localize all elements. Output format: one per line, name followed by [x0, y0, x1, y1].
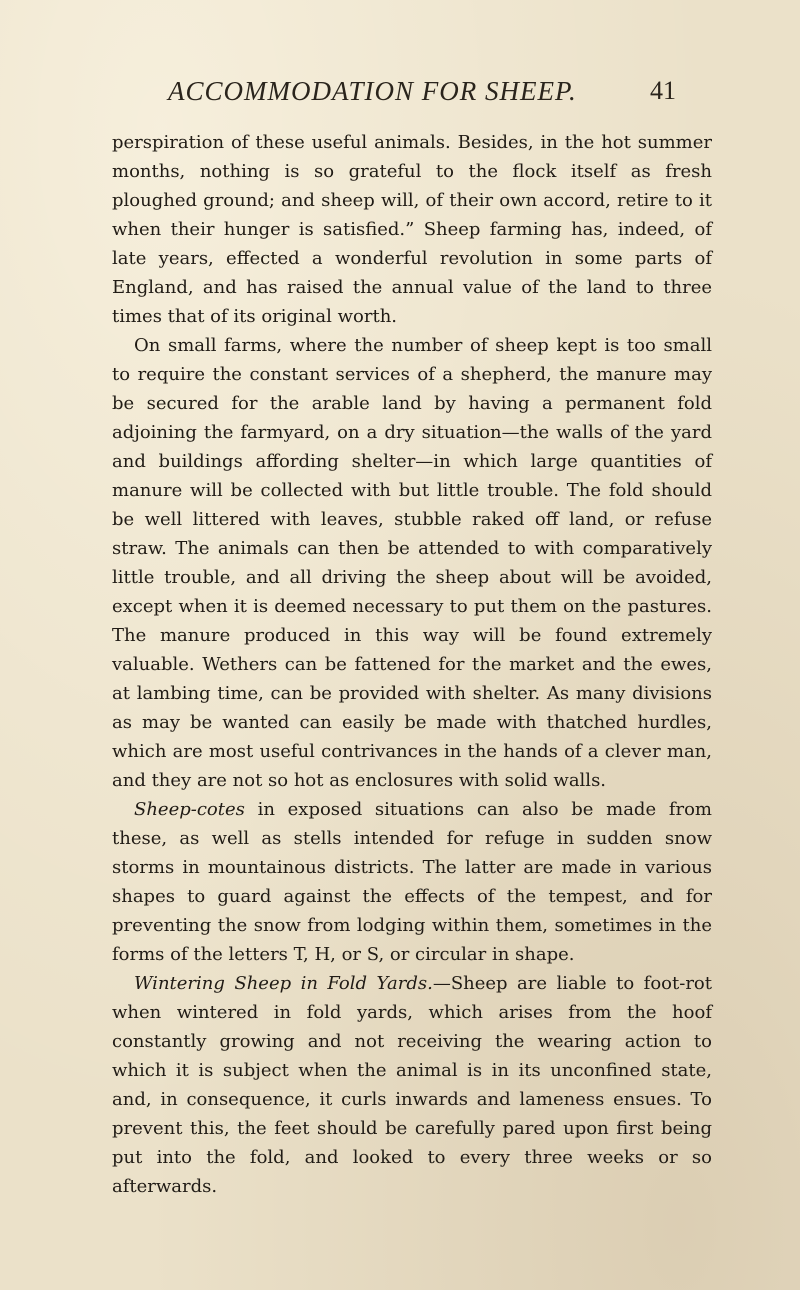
paragraph-3-lead: Sheep-cotes: [134, 799, 245, 820]
paragraph-1: [112, 128, 712, 331]
paragraph-4-lead: Wintering Sheep in Fold Yards.: [134, 973, 433, 994]
paragraph-1-text: perspiration of these useful animals. Besides, in the hot summer months, nothing is so grateful to the flock itself as fresh ploughed ground; and sheep will, of their own accord, retire to it when their hunger is satisfied.” Sheep farming has, indeed, of late years, effected a wonderful revolution in some parts of England, and has raised the annual value of the land to three times that of its original worth.: [112, 132, 712, 327]
body-text: [112, 128, 712, 1201]
paragraph-4: [112, 969, 712, 1201]
paragraph-4-text: —Sheep are liable to foot-rot when wintered in fold yards, which arises from the hoof constantly growing and not receiving the wearing action to which it is subject when the animal is in its unconfined state, and, in consequence, it curls inwards and lameness ensues. To prevent this, the feet should be carefully pared upon first being put into the fold, and looked to every three weeks or so afterwards.: [112, 973, 713, 1197]
running-head: [0, 76, 800, 116]
paragraph-2: [112, 331, 712, 795]
page-number: 41: [650, 76, 676, 105]
paragraph-3: [112, 795, 712, 969]
paragraph-3-text: in exposed situations can also be made from these, as well as stells intended for refuge in sudden snow storms in mountainous districts. The latter are made in various shapes to guard against the effects of the tempest, and for preventing the snow from lodging within them, sometimes in the forms of the letters T, H, or S, or circular in shape.: [112, 799, 712, 965]
running-title: ACCOMMODATION FOR SHEEP.: [168, 76, 577, 106]
paragraph-2-text: On small farms, where the number of sheep kept is too small to require the constant services of a shepherd, the manure may be secured for the arable land by having a permanent fold adjoining the farmyard, on a dry situation—the walls of the yard and buildings affording shelter—in which large quantities of manure will be collected with but little trouble. The fold should be well littered with leaves, stubble raked off land, or refuse straw. The animals can then be attended to with comparatively little trouble, and all driving the sheep about will be avoided, except when it is deemed necessary to put them on the pastures. The manure produced in this way will be found extremely valuable. Wethers can be fattened for the market and the ewes, at lambing time, can be provided with shelter. As many divisions as may be wanted can easily be made with thatched hurdles, which are most useful contrivances in the hands of a clever man, and they are not so hot as enclosures with solid walls.: [112, 335, 712, 791]
